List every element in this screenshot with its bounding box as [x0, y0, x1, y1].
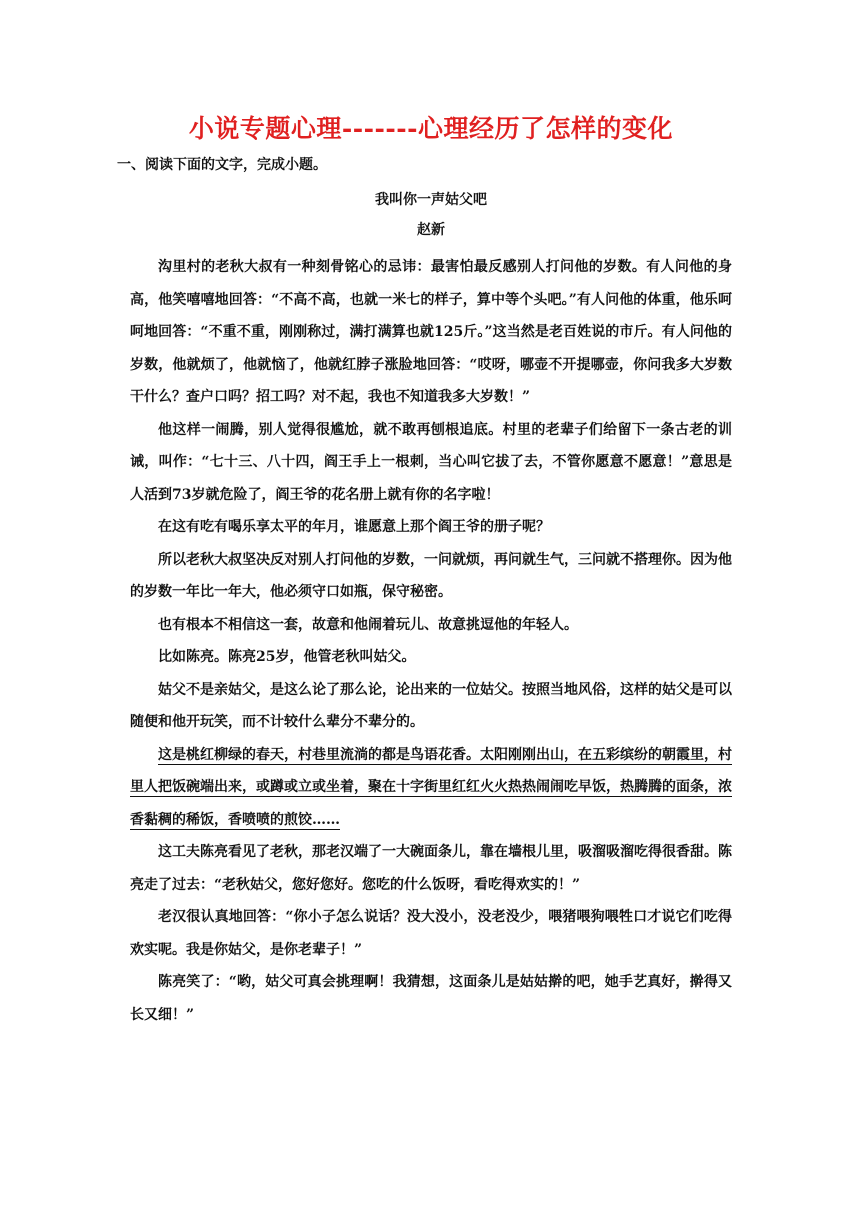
section-heading: 一、阅读下面的文字，完成小题。: [117, 157, 327, 173]
story-body: [130, 251, 732, 1031]
paragraph: 老汉很认真地回答：“你小子怎么说话？没大没小，没老没少，喂猪喂狗喂牲口才说它们吃得欢实呢。我是你姑父，是你老辈子！”: [130, 909, 732, 958]
paragraph: 也有根本不相信这一套，故意和他闹着玩儿、故意挑逗他的年轻人。: [158, 616, 578, 633]
underlined-paragraph: 这是桃红柳绿的春天，村巷里流淌的都是鸟语花香。太阳刚刚出山，在五彩缤纷的朝霞里，村里人把饭碗端出来，或蹲或立或坐着，聚在十字街里红红火火热热闹闹吃早饭，热腾腾的面条，浓香黏稠的稀饭，香喷喷的煎饺……: [130, 746, 732, 828]
paragraph: 在这有吃有喝乐享太平的年月，谁愿意上那个阎王爷的册子呢？: [158, 519, 550, 535]
paragraph: 比如陈亮。陈亮25岁，他管老秋叫姑父。: [158, 649, 416, 665]
story-author: 赵新: [417, 222, 445, 238]
paragraph: 陈亮笑了：“哟，姑父可真会挑理啊！我猜想，这面条儿是姑姑擀的吧，她手艺真好，擀得又长又细！”: [130, 974, 732, 1023]
paragraph: 他这样一闹腾，别人觉得很尴尬，就不敢再刨根追底。村里的老辈子们给留下一条古老的训诫，叫作：“七十三、八十四，阎王手上一根刺，当心叫它拔了去，不管你愿意不愿意！”意思是人活到73岁就危险了，阎王爷的花名册上就有你的名字啦！: [130, 421, 732, 503]
page-title: 小说专题心理-------心理经历了怎样的变化: [188, 114, 674, 143]
paragraph: 姑父不是亲姑父，是这么论了那么论，论出来的一位姑父。按照当地风俗，这样的姑父是可以随便和他开玩笑，而不计较什么辈分不辈分的。: [130, 681, 732, 730]
story-title: 我叫你一声姑父吧: [375, 192, 487, 208]
paragraph: 所以老秋大叔坚决反对别人打问他的岁数，一问就烦，再问就生气，三问就不搭理你。因为他的岁数一年比一年大，他必须守口如瓶，保守秘密。: [130, 551, 732, 600]
paragraph: 沟里村的老秋大叔有一种刻骨铭心的忌讳：最害怕最反感别人打问他的岁数。有人问他的身高，他笑嘻嘻地回答：“不高不高，也就一米七的样子，算中等个头吧。”有人问他的体重，他乐呵呵地回答：“不重不重，刚刚称过，满打满算也就125斤。”这当然是老百姓说的市斤。有人问他的岁数，他就烦了，他就恼了，他就红脖子涨脸地回答：“哎呀，哪壶不开提哪壶，你问我多大岁数干什么？查户口吗？招工吗？对不起，我也不知道我多大岁数！”: [130, 259, 732, 405]
paragraph: 这工夫陈亮看见了老秋，那老汉端了一大碗面条儿，靠在墙根儿里，吸溜吸溜吃得很香甜。陈亮走了过去：“老秋姑父，您好您好。您吃的什么饭呀，看吃得欢实的！”: [130, 844, 732, 893]
